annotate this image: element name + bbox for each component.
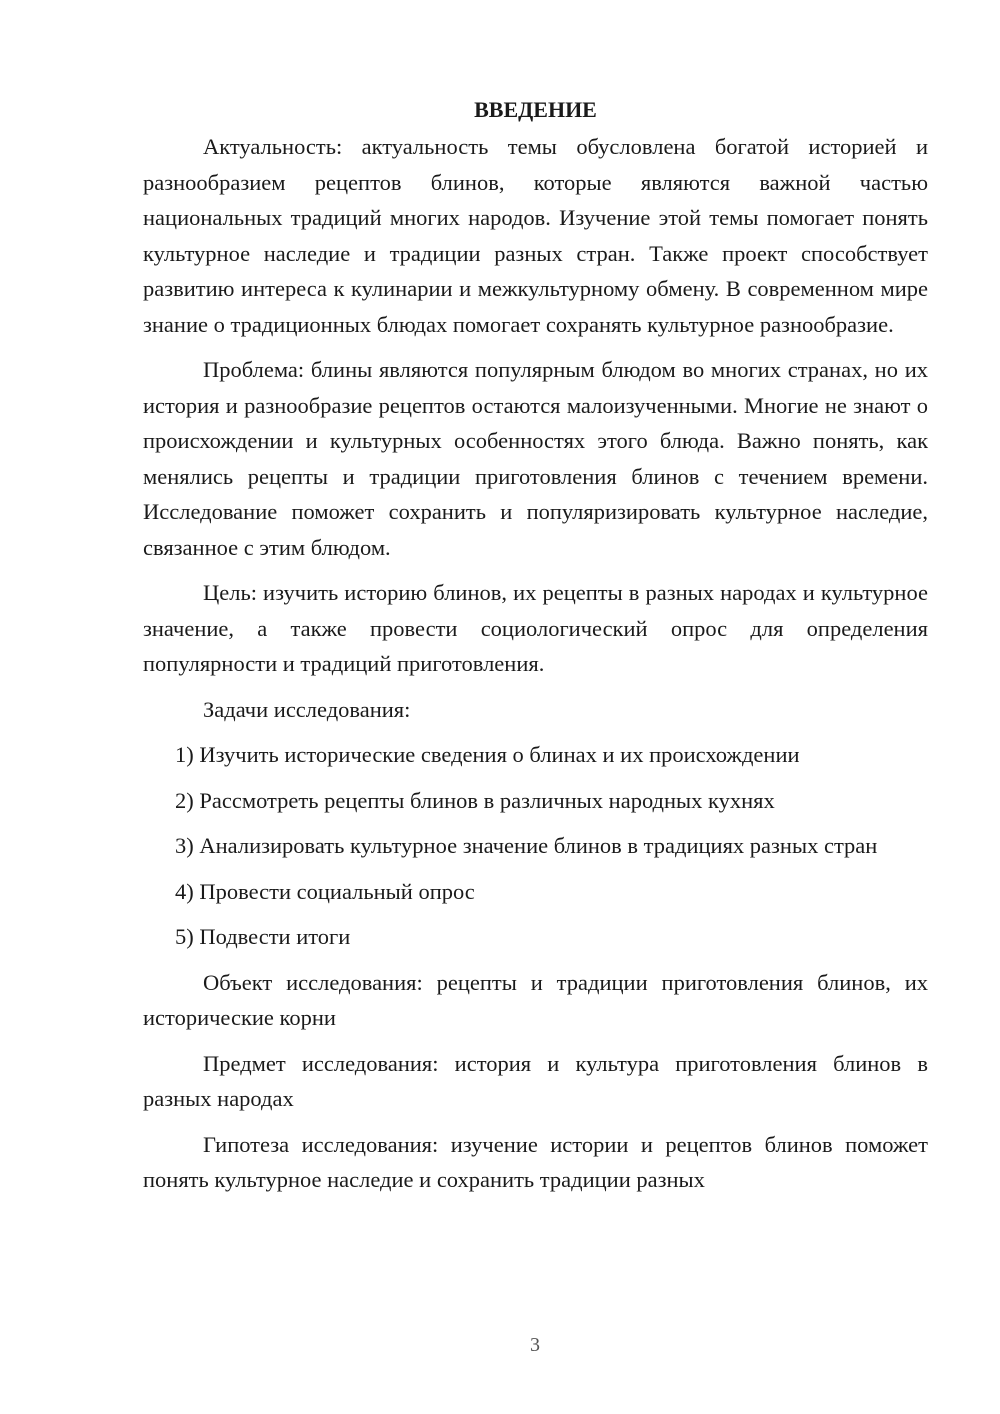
tasks-title: Задачи исследования: xyxy=(203,696,411,722)
object-paragraph: Объект исследования: рецепты и традиции приготовления блинов, их исторические корни xyxy=(143,969,928,1030)
page-number: 3 xyxy=(530,1334,540,1356)
hypothesis-paragraph: Гипотеза исследования: изучение истории и рецептов блинов поможет понять культурное наследие и сохранить традиции разных xyxy=(143,1131,928,1192)
subject-paragraph: Предмет исследования: история и культура приготовления блинов в разных народах xyxy=(143,1050,928,1111)
goal-paragraph: Цель: изучить историю блинов, их рецепты в разных народах и культурное значение, а также провести социологический опрос для определения популярности и традиций приготовления. xyxy=(143,580,928,676)
task-item: 4) Провести социальный опрос xyxy=(175,878,475,904)
task-item: 1) Изучить исторические сведения о блинах и их происхождении xyxy=(175,742,800,767)
page-content xyxy=(143,92,928,1208)
relevance-paragraph: Актуальность: актуальность темы обусловлена богатой историей и разнообразием рецептов блинов, которые являются важной частью национальных традиций многих народов. Изучение этой темы помогает понять культурное наследие и традиции разных стран. Также проект способствует развитию интереса к кулинарии и межкультурному обмену. В современном мире знание о традиционных блюдах помогает сохранять культурное разнообразие. xyxy=(143,134,928,337)
section-heading: ВВЕДЕНИЕ xyxy=(474,97,597,122)
task-item: 2) Рассмотреть рецепты блинов в различных народных кухнях xyxy=(175,787,775,813)
task-item: 5) Подвести итоги xyxy=(175,924,351,949)
problem-paragraph: Проблема: блины являются популярным блюдом во многих странах, но их история и разнообразие рецептов остаются малоизученными. Многие не знают о происхождении и культурных особенностях этого блюда. Важно понять, как менялись рецепты и традиции приготовления блинов с течением времени. Исследование поможет сохранить и популяризировать культурное наследие, связанное с этим блюдом. xyxy=(143,357,928,560)
task-item: 3) Анализировать культурное значение блинов в традициях разных стран xyxy=(175,833,878,858)
